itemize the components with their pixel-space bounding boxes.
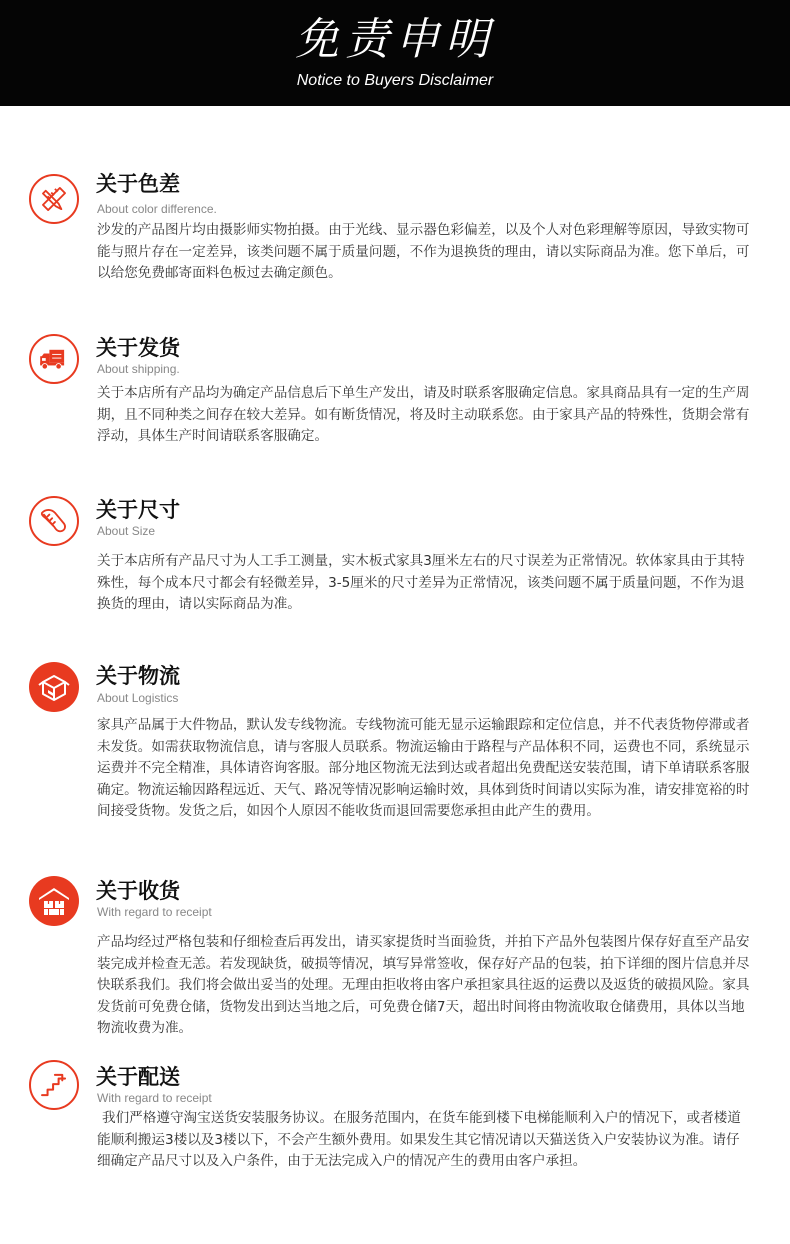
section-title: 关于配送 — [96, 1065, 180, 1089]
measuring-tape-icon — [29, 496, 79, 546]
ruler-pencil-icon — [29, 174, 79, 224]
delivery-truck-icon — [29, 334, 79, 384]
section-subtitle: About color difference. — [97, 202, 217, 216]
section-subtitle: About Size — [97, 524, 156, 538]
package-box-icon — [29, 662, 79, 712]
section-title: 关于收货 — [96, 879, 180, 903]
section-subtitle: With regard to receipt — [97, 1091, 212, 1105]
section-subtitle: About shipping. — [97, 362, 180, 376]
section-subtitle: About Logistics — [97, 691, 179, 705]
section-body: 关于本店所有产品尺寸为人工手工测量，实木板式家具3厘米左右的尺寸误差为正常情况。软体家具由于其特殊性，每个成本尺寸都会有轻微差异，3-5厘米的尺寸差异为正常情况，该类问题不属于质量问题，不作为退换货的理由，请以实际商品为准。 — [97, 553, 745, 612]
stairs-icon — [29, 1060, 79, 1110]
section-body: 家具产品属于大件物品，默认发专线物流。专线物流可能无显示运输跟踪和定位信息，并不代表货物停滞或者未发货。如需获取物流信息，请与客服人员联系。物流运输由于路程与产品体积不同，运费也不同，系统显示运费并不完全精准，具体请咨询客服。部分地区物流无法到达或者超出免费配送安装范围，请下单请联系客服确定。物流运输因路程远近、天气、路况等情况影响运输时效，具体到货时间请以实际为准，请安排宽裕的时间接受货物。发货之后，如因个人原因不能收货而退回需要您承担由此产生的费用。 — [97, 717, 750, 819]
warehouse-boxes-icon — [29, 876, 79, 926]
page-title: 免责申明 — [295, 14, 495, 65]
page-subtitle: Notice to Buyers Disclaimer — [296, 72, 494, 89]
section-title: 关于色差 — [96, 172, 180, 196]
section-body: 产品均经过严格包装和仔细检查后再发出，请买家提货时当面验货，并拍下产品外包装图片保存好直至产品安装完成并检查无恙。若发现缺货，破损等情况，填写异常签收，保存好产品的包装，拍下详细的图片信息并尽快联系我们。我们将会做出妥当的处理。无理由拒收将由客户承担家具往返的运费以及返货的破损风险。家具发货前可免费仓储，货物发出到达当地之后，可免费仓储7天，超出时间将由物流收取仓储费用，具体以当地物流收费为准。 — [97, 934, 750, 1036]
section-title: 关于尺寸 — [96, 498, 180, 522]
section-subtitle: With regard to receipt — [97, 905, 212, 919]
header-banner — [0, 0, 790, 106]
section-body: 我们严格遵守淘宝送货安装服务协议。在服务范围内，在货车能到楼下电梯能顺利入户的情况下，或者楼道能顺利搬运3楼以及3楼以下，不会产生额外费用。如果发生其它情况请以天猫送货入户安装协议为准。请仔细确定产品尺寸以及入户条件，由于无法完成入户的情况产生的费用由客户承担。 — [97, 1110, 741, 1169]
section-body: 关于本店所有产品均为确定产品信息后下单生产发出，请及时联系客服确定信息。家具商品具有一定的生产周期，且不同种类之间存在较大差异。如有断货情况，将及时主动联系您。由于家具产品的特殊性，货期会常有浮动，具体生产时间请联系客服确定。 — [97, 385, 750, 444]
section-title: 关于发货 — [96, 336, 180, 360]
section-body: 沙发的产品图片均由摄影师实物拍摄。由于光线、显示器色彩偏差，以及个人对色彩理解等原因，导致实物可能与照片存在一定差异，该类问题不属于质量问题，不作为退换货的理由，请以实际商品为准。您下单后，可以给您免费邮寄面料色板过去确定颜色。 — [97, 222, 750, 281]
section-title: 关于物流 — [96, 664, 180, 688]
